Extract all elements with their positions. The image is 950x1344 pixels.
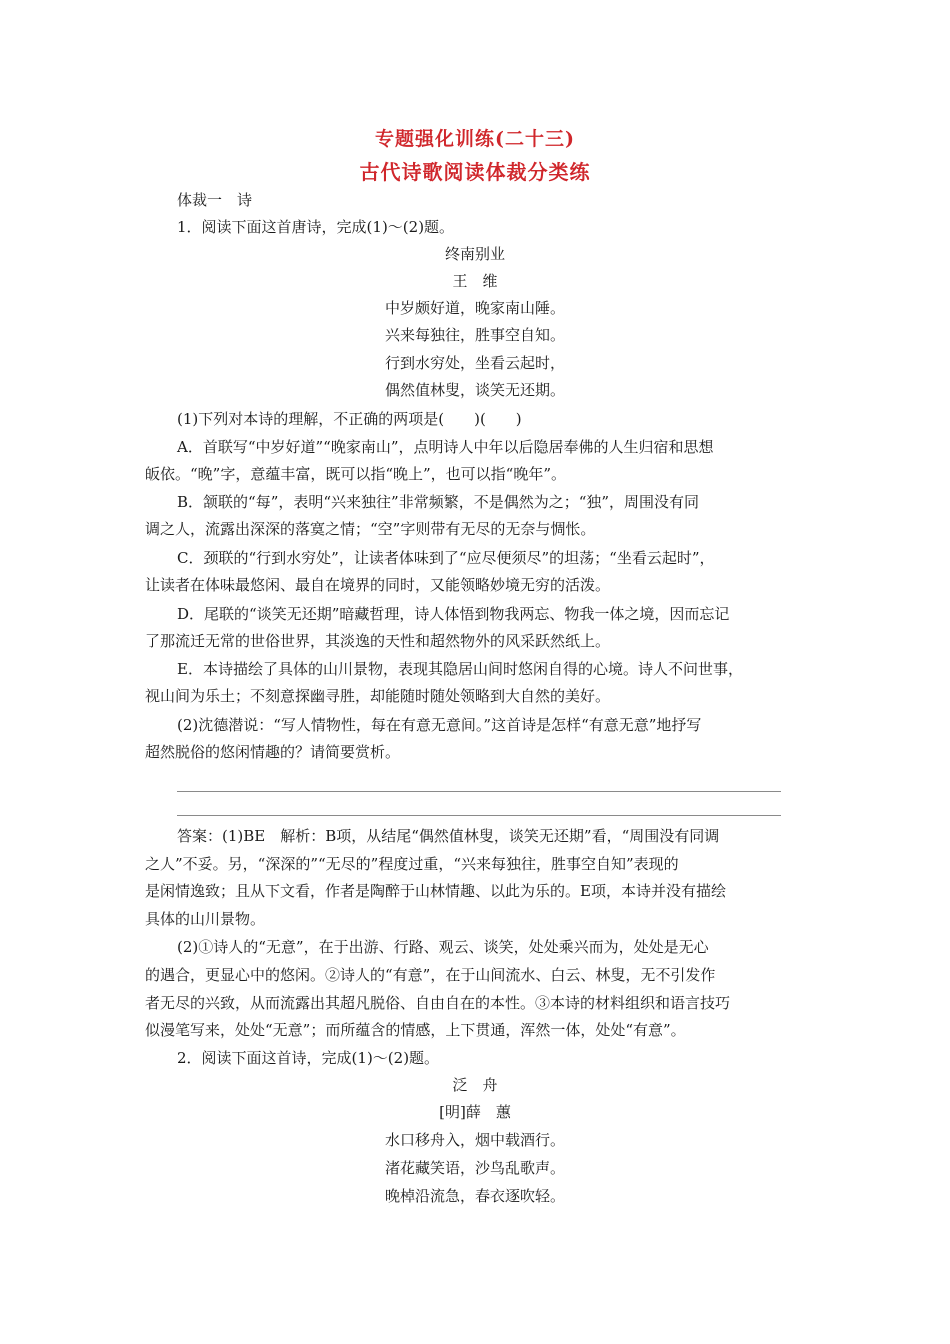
- poem-1-title: 终南别业: [444, 245, 505, 263]
- poem-2-title: 泛 舟: [452, 1076, 498, 1094]
- poem-2-line: 渚花藏笑语，沙鸟乱歌声。: [384, 1159, 565, 1177]
- poem-1-line: 兴来每独往，胜事空自知。: [384, 326, 565, 344]
- sub-question-2-stem: (2)沈德潜说：“写人情物性，每在有意无意间。”这首诗是怎样“有意无意”地抒写: [177, 716, 702, 734]
- option-e-line: 视山间为乐土；不刻意探幽寻胜，却能随时随处领略到大自然的美好。: [145, 687, 611, 705]
- section-heading: 体裁一 诗: [177, 191, 253, 209]
- poem-2-line: 水口移舟入，烟中载酒行。: [384, 1131, 565, 1149]
- answer-1-line: 是闲情逸致；且从下文看，作者是陶醉于山林情趣、以此为乐的。E项，本诗并没有描绘: [145, 882, 726, 900]
- answer-blank-line: [177, 815, 781, 816]
- option-c-line: C．颈联的“行到水穷处”，让读者体味到了“应尽便须尽”的坦荡；“坐看云起时”，: [177, 549, 715, 567]
- answer-1-line: 之人”不妥。另，“深深的”“无尽的”程度过重，“兴来每独往，胜事空自知”表现的: [145, 855, 679, 873]
- option-e-line: E．本诗描绘了具体的山川景物，表现其隐居山间时悠闲自得的心境。诗人不问世事，: [177, 660, 743, 678]
- question-2-prompt: 2．阅读下面这首诗，完成(1)～(2)题。: [177, 1049, 440, 1067]
- option-a-line: A．首联写“中岁好道”“晚家南山”，点明诗人中年以后隐居奉佛的人生归宿和思想: [177, 438, 714, 456]
- answer-blank-line: [177, 791, 781, 792]
- option-d-line: D．尾联的“谈笑无还期”暗藏哲理，诗人体悟到物我两忘、物我一体之境，因而忘记: [177, 605, 730, 623]
- answer-2-line: 者无尽的兴致，从而流露出其超凡脱俗、自由自在的本性。③本诗的材料组织和语言技巧: [145, 994, 731, 1012]
- poem-1-line: 偶然值林叟，谈笑无还期。: [384, 381, 565, 399]
- page-subtitle: 古代诗歌阅读体裁分类练: [359, 160, 591, 184]
- answer-2-line: 的遇合，更显心中的悠闲。②诗人的“有意”，在于山间流水、白云、林叟，无不引发作: [145, 966, 716, 984]
- poem-2-line: 晚棹沿流急，春衣逐吹轻。: [384, 1187, 565, 1205]
- sub-question-2-stem: 超然脱俗的悠闲情趣的？请简要赏析。: [145, 743, 401, 761]
- option-c-line: 让读者在体味最悠闲、最自在境界的同时，又能领略妙境无穷的活泼。: [145, 576, 611, 594]
- question-1-prompt: 1．阅读下面这首唐诗，完成(1)～(2)题。: [177, 218, 455, 236]
- poem-1-author: 王 维: [452, 272, 498, 290]
- option-b-line: 调之人，流露出深深的落寞之情；“空”字则带有无尽的无奈与惆怅。: [145, 520, 596, 538]
- answer-2-line: 似漫笔写来，处处“无意”；而所蕴含的情感，上下贯通，浑然一体，处处“有意”。: [145, 1021, 686, 1039]
- answer-1-line: 具体的山川景物。: [145, 910, 266, 928]
- page-title: 专题强化训练(二十三): [375, 128, 575, 150]
- poem-1-line: 中岁颇好道，晚家南山陲。: [384, 299, 565, 317]
- poem-1-line: 行到水穷处，坐看云起时，: [384, 354, 565, 372]
- answer-1-line: 答案：(1)BE 解析：B项，从结尾“偶然值林叟，谈笑无还期”看，“周围没有同调: [177, 827, 720, 845]
- answer-2-line: (2)①诗人的“无意”，在于出游、行路、观云、谈笑，处处乘兴而为，处处是无心: [177, 938, 709, 956]
- option-b-line: B．颔联的“每”，表明“兴来独往”非常频繁，不是偶然为之；“独”，周围没有同: [177, 493, 700, 511]
- option-d-line: 了那流迁无常的世俗世界，其淡逸的天性和超然物外的风采跃然纸上。: [145, 632, 611, 650]
- option-a-line: 皈依。“晚”字，意蕴丰富，既可以指“晚上”，也可以指“晚年”。: [145, 465, 567, 483]
- poem-2-author: [明]薛 蕙: [439, 1103, 511, 1121]
- sub-question-1-stem: (1)下列对本诗的理解，不正确的两项是( )( ): [177, 410, 522, 428]
